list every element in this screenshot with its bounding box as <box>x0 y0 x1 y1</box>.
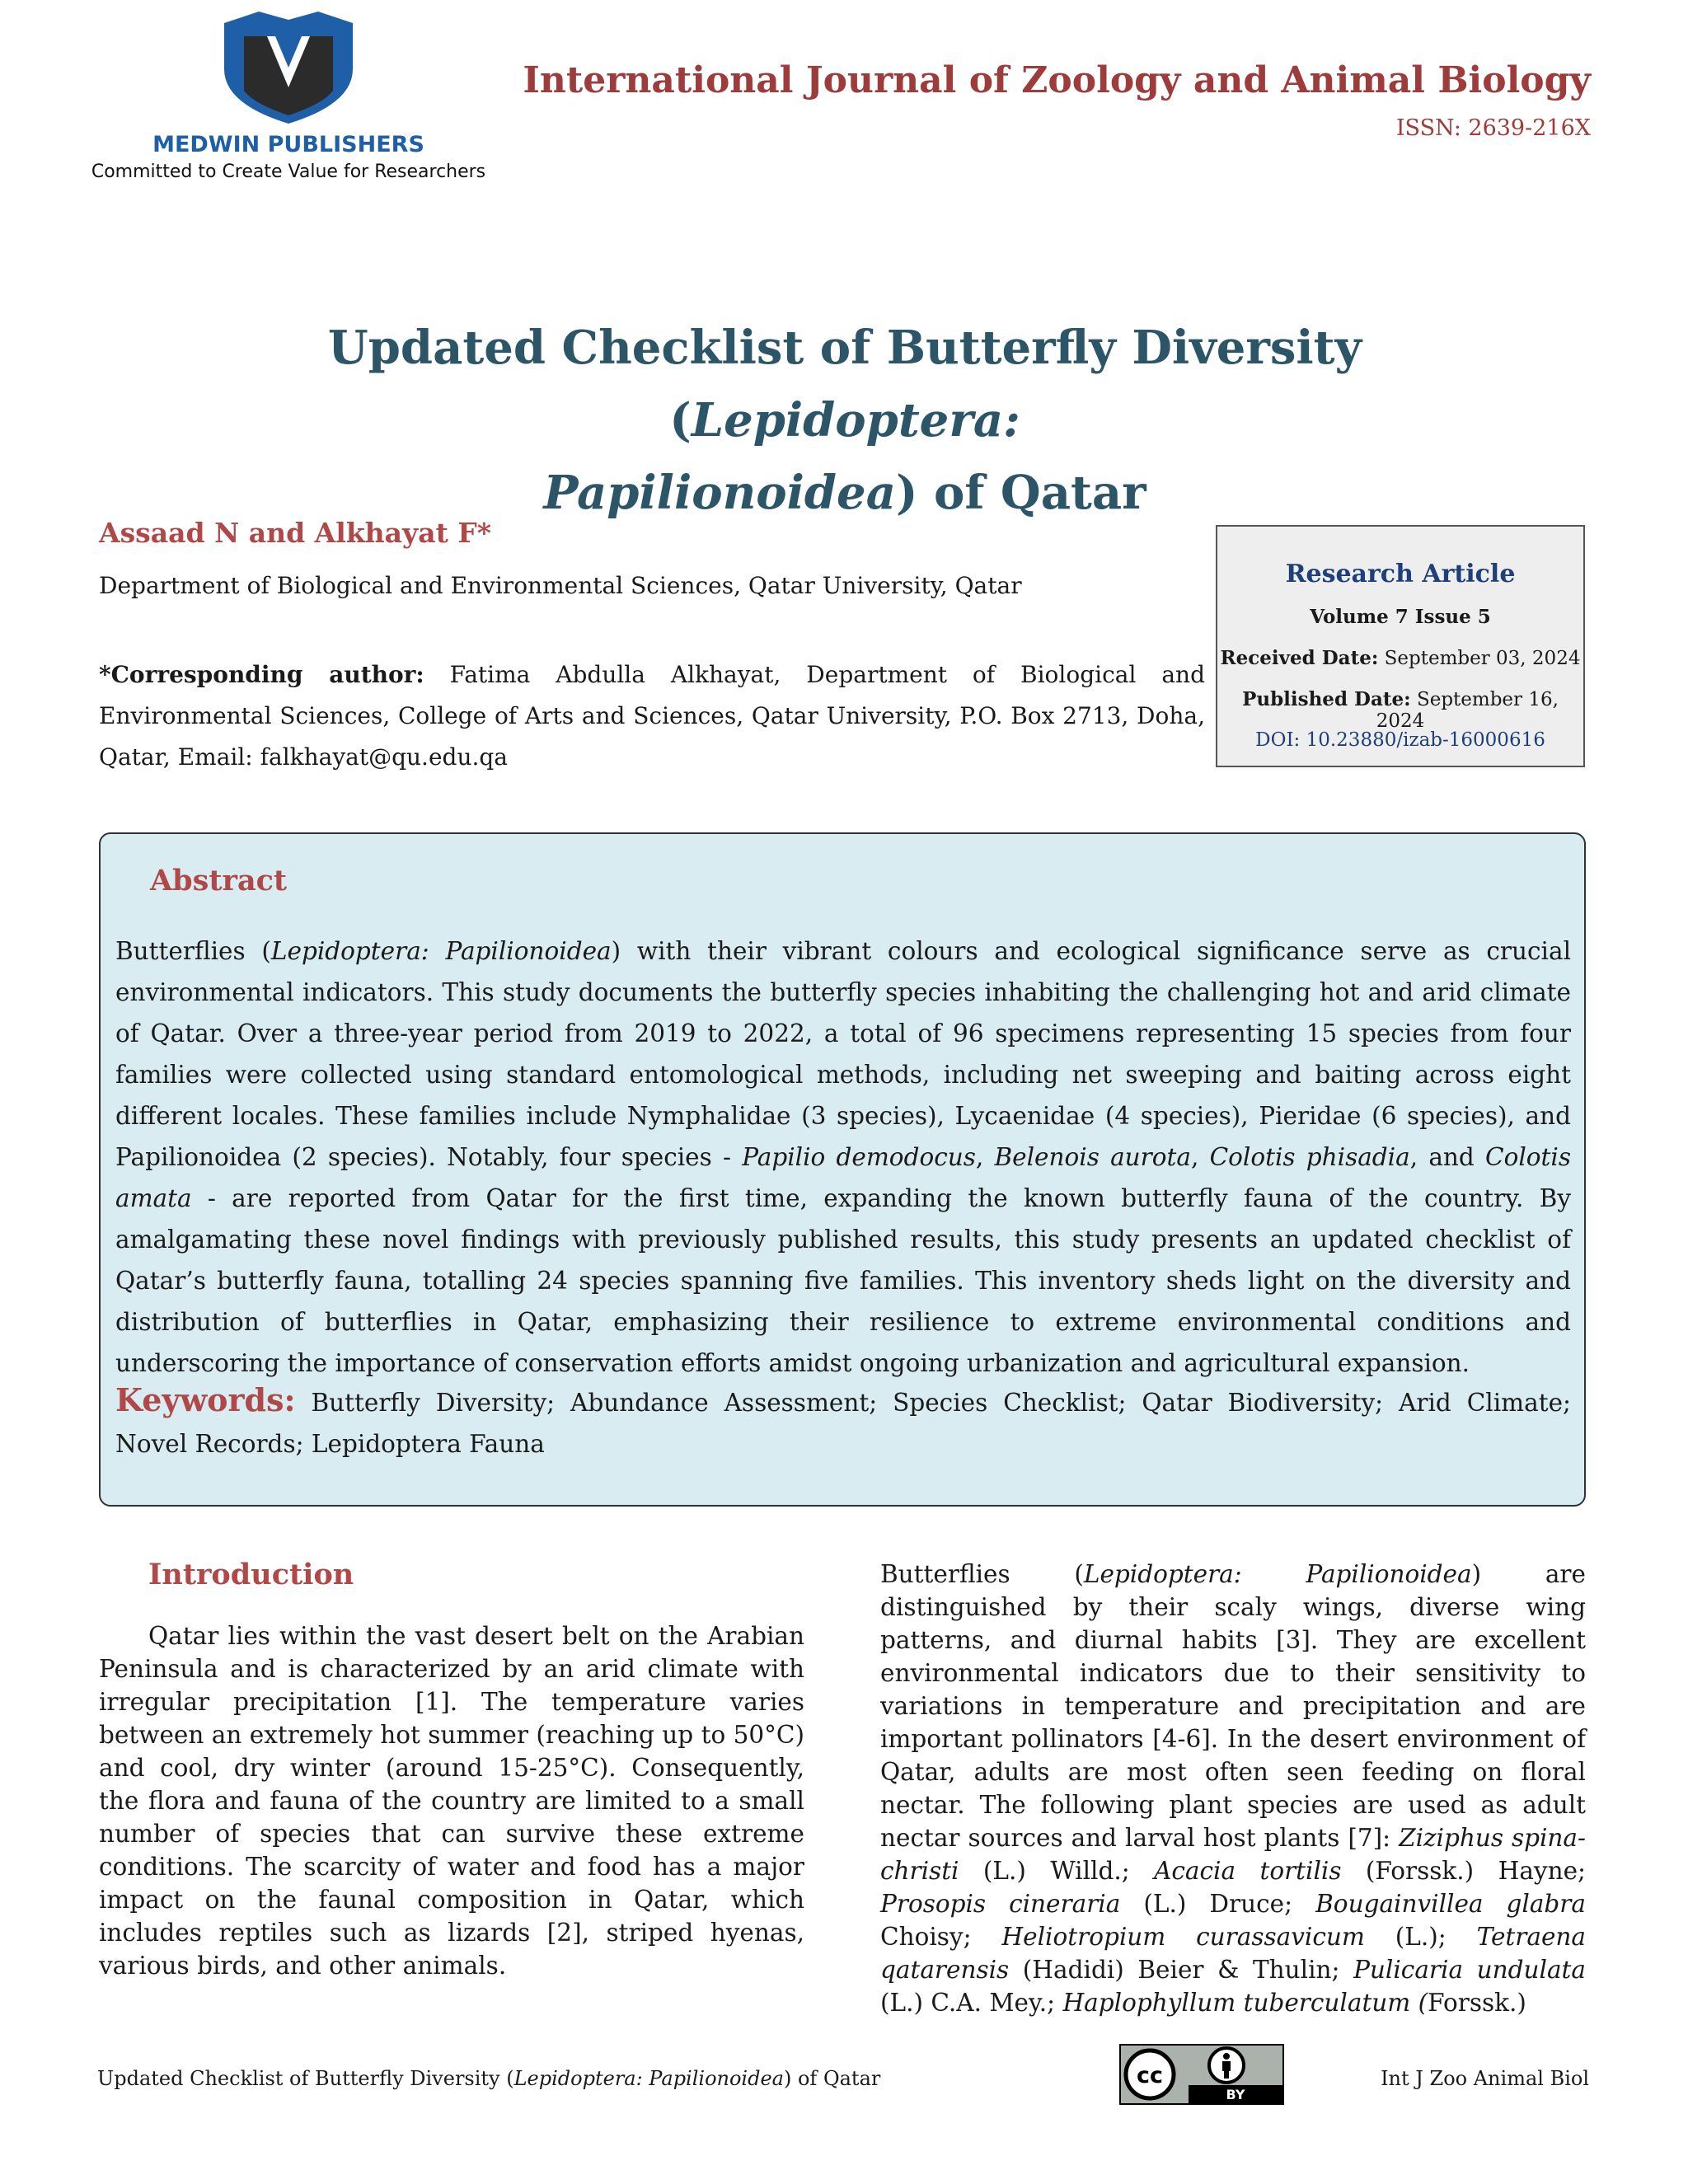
cc-by-license-badge[interactable] <box>1119 2044 1284 2105</box>
footer-running-title: Updated Checklist of Butterfly Diversity (Lepidoptera: Papilionoidea) of Qatar <box>97 2067 881 2090</box>
intro-paragraph: Qatar lies within the vast desert belt on the Arabian Peninsula and is characterized by an arid climate with irregular precipitation [1]. The temperature varies between an extremely hot summer (reaching up to 50°C) and cool, dry winter (around 15-25°C). Consequently, the flora and fauna of the country are limited to a small number of species that can survive these extreme conditions. The scarcity of water and food has a major impact on the faunal composition in Qatar, which includes reptiles such as lizards [2], striped hyenas, various birds, and other animals. <box>99 1622 804 1980</box>
footer-journal-abbrev: Int J Zoo Animal Biol <box>1381 2067 1589 2090</box>
abstract-heading: Abstract <box>150 864 288 898</box>
publisher-logo <box>91 12 486 180</box>
abstract-text: Butterflies (Lepidoptera: Papilionoidea) with their vibrant colours and ecological significance serve as crucial environmental indicators. This study documents the butterfly species inhabiting the challenging hot and arid climate of Qatar. Over a three-year period from 2019 to 2022, a total of 96 specimens representing 15 species from four families were collected using standard entomological methods, including net sweeping and baiting across eight different locales. These families include Nymphalidae (3 species), Lycaenidae (4 species), Pieridae (6 species), and Papilionoidea (2 species). Notably, four species - Papilio demodocus, Belenois aurota, Colotis phisadia, and Colotis amata - are reported from Qatar for the first time, expanding the known butterfly fauna of the country. By amalgamating these novel findings with previously published results, this study presents an updated checklist of Qatar’s butterfly fauna, totalling 24 species spanning five families. This inventory sheds light on the diversity and distribution of butterflies in Qatar, emphasizing their resilience to extreme environmental conditions and underscoring the importance of conservation efforts amidst ongoing urbanization and agricultural expansion. <box>115 937 1572 1377</box>
doi-link[interactable]: DOI: 10.23880/izab-16000616 <box>1255 729 1545 751</box>
introduction-heading: Introduction <box>148 1558 354 1591</box>
keywords <box>115 1380 1571 1465</box>
introduction-right-column <box>880 1558 1586 2019</box>
journal-title: International Journal of Zoology and Animal Biology <box>523 59 1591 101</box>
journal-issn: ISSN: 2639-216X <box>1395 115 1591 141</box>
attribution-person-icon <box>1209 2048 1244 2083</box>
publisher-tagline: Committed to Create Value for Researchers <box>91 162 486 182</box>
article-type: Research Article <box>1285 560 1516 588</box>
cc-icon <box>1126 2050 1174 2098</box>
affiliation: Department of Biological and Environmental Sciences, Qatar University, Qatar <box>99 572 1022 599</box>
svg-text:cc: cc <box>1136 2063 1164 2088</box>
license-by-label: BY <box>1226 2087 1245 2102</box>
abstract-box <box>99 832 1586 1507</box>
publisher-name: MEDWIN PUBLISHERS <box>152 132 424 157</box>
keywords-label: Keywords: <box>115 1381 296 1418</box>
article-info-box <box>1216 525 1585 767</box>
corresponding-author: *Corresponding author: Fatima Abdulla Alkhayat, Department of Biological and Environmental Sciences, College of Arts and Sciences, Qatar University, P.O. Box 2713, Doha, Qatar, Email: falkhayat@qu.edu.qa <box>99 661 1205 771</box>
keywords-list: Butterfly Diversity; Abundance Assessment; Species Checklist; Qatar Biodiversity; Arid Climate; Novel Records; Lepidoptera Fauna <box>115 1389 1571 1458</box>
published-date: Published Date: September 16, 2024 <box>1242 688 1559 732</box>
received-date: Received Date: September 03, 2024 <box>1220 647 1581 669</box>
volume-issue: Volume 7 Issue 5 <box>1310 606 1491 628</box>
shield-m-logo-icon <box>221 12 356 124</box>
introduction-left-column <box>99 1619 804 1982</box>
paper-title: Updated Checklist of Butterfly Diversity (Lepidoptera: Papilionoidea) of Qatar <box>327 321 1362 520</box>
author-list: Assaad N and Alkhayat F* <box>99 517 492 549</box>
intro-paragraph-2: Butterflies (Lepidoptera: Papilionoidea) are distinguished by their scaly wings, diverse wing patterns, and diurnal habits [3]. They are excellent environmental indicators due to their sensitivity to variations in temperature and precipitation and are important pollinators [4-6]. In the desert environment of Qatar, adults are most often seen feeding on floral nectar. The following plant species are used as adult nectar sources and larval host plants [7]: Ziziphus spina-christi (L.) Willd.; Acacia tortilis (Forssk.) Hayne; Prosopis cineraria (L.) Druce; Bougainvillea glabra Choisy; Heliotropium curassavicum (L.); Tetraena qatarensis (Hadidi) Beier & Thulin; Pulicaria undulata (L.) C.A. Mey.; Haplophyllum tuberculatum (Forssk.) <box>880 1560 1587 2017</box>
